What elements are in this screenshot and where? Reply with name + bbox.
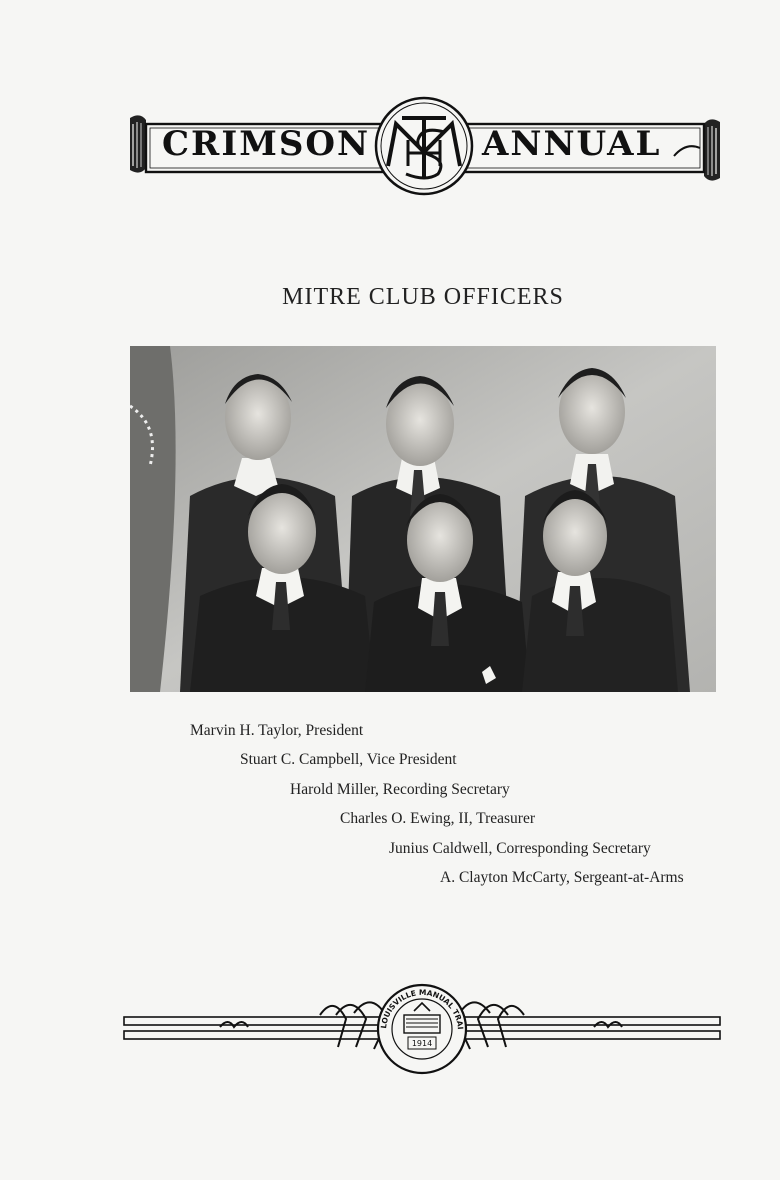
officer-recording-secretary: Harold Miller, Recording Secretary (290, 781, 510, 798)
mths-monogram-icon (376, 98, 472, 194)
page-title: MITRE CLUB OFFICERS (282, 284, 564, 310)
officer-treasurer: Charles O. Ewing, II, Treasurer (340, 810, 536, 827)
crimson-annual-banner (126, 96, 724, 196)
officer-corresponding-secretary: Junius Caldwell, Corresponding Secretary (389, 840, 651, 857)
officer-sergeant-at-arms: A. Clayton McCarty, Sergeant-at-Arms (440, 869, 684, 886)
footer-ornament-graphic (120, 975, 724, 1075)
footer-ornament (120, 975, 724, 1075)
group-photograph-image (130, 346, 716, 692)
school-seal-icon (120, 975, 466, 1073)
banner-right-word: ANNUAL (482, 124, 662, 164)
right-scroll-icon (704, 119, 720, 180)
officer-president: Marvin H. Taylor, President (190, 722, 364, 739)
seal-text: LOUISVILLE MANUAL TRAI (379, 987, 465, 1030)
group-photograph (130, 346, 716, 692)
officer-vice-president: Stuart C. Campbell, Vice President (240, 751, 457, 768)
left-scroll-icon (130, 115, 146, 172)
seal-year: 1914 (411, 1039, 433, 1048)
banner-left-word: CRIMSON (162, 124, 371, 164)
